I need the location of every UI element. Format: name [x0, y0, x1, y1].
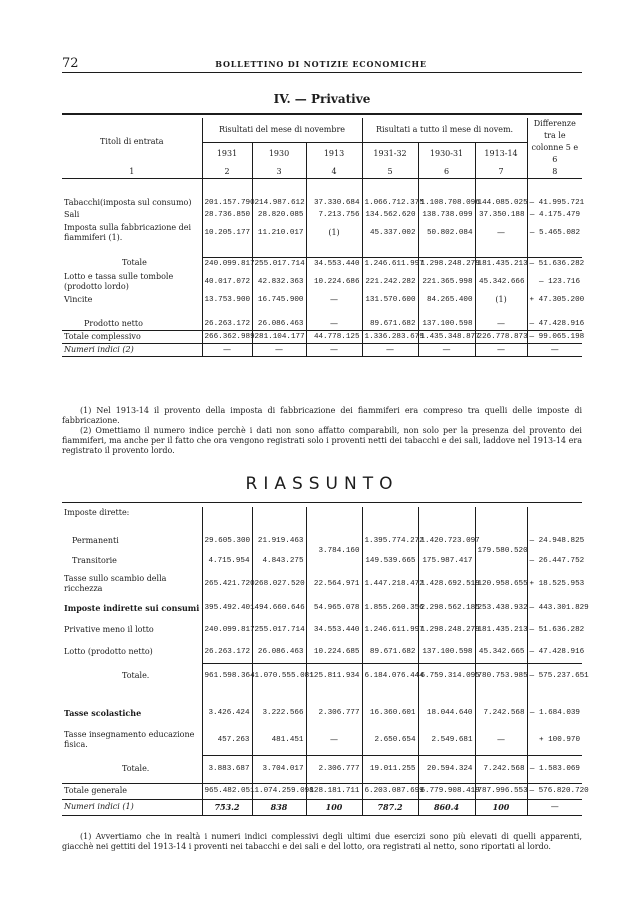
row-label: Vincite [64, 294, 93, 304]
row-label: Tasse insegnamento educazione fisica. [64, 730, 195, 749]
cell: 214.987.612 [252, 197, 306, 209]
cell: 1.428.692.519 [418, 571, 475, 597]
cell: 457.263 [202, 725, 252, 755]
cell: (1) [306, 221, 362, 245]
cell: 44.778.125 [306, 330, 362, 343]
cell: 134.562.620 [362, 209, 418, 221]
cell: 42.832.363 [252, 270, 306, 294]
cell: 45.342.666 [475, 270, 527, 294]
cell: — 41.995.721 [527, 197, 582, 209]
cell: 3.222.566 [252, 701, 306, 725]
cell: — 1.684.039 [527, 701, 582, 725]
row-label: Lotto e tassa sulle tombole (prodotto lordo) [64, 271, 174, 291]
cell: — [475, 221, 527, 245]
cell: 89.671.682 [362, 641, 418, 663]
cell: — [527, 799, 582, 815]
cell: 240.099.817 [202, 257, 252, 270]
cell: 45.342.665 [475, 641, 527, 663]
cell: 268.027.520 [252, 571, 306, 597]
col-number: 4 [306, 166, 362, 179]
cell: 481.451 [252, 725, 306, 755]
cell: 1.246.611.997 [362, 619, 418, 641]
cell: 860.4 [418, 799, 475, 815]
cell: 11.210.017 [252, 221, 306, 245]
cell: 45.337.002 [362, 221, 418, 245]
cell: + 100.970 [527, 725, 582, 755]
cell: — 443.301.829 [527, 597, 582, 619]
cell: — 1.583.069 [527, 755, 582, 783]
cell: 84.265.400 [418, 294, 475, 306]
table-row [62, 221, 582, 245]
footnote: (1) Avvertiamo che in realtà i numeri indici complessivi degli ultimi due esercizi sono più elevati di quelli apparenti, giacchè nei gettiti del 1913-14 i proventi nei tabacchi e dei sali e del lotto, ora registrati al netto, sono riportati al lordo. [62, 832, 582, 851]
cell: 6.203.087.699 [362, 783, 418, 799]
cell: 1.855.260.356 [362, 597, 418, 619]
cell: 26.263.172 [202, 318, 252, 331]
group-tutto-header: Risultati a tutto il mese di novem. [362, 118, 527, 142]
cell: 1.298.248.279 [418, 619, 475, 641]
cell: 13.753.900 [202, 294, 252, 306]
table-row [62, 571, 582, 597]
cell: 1.420.723.097 [418, 531, 475, 551]
year-header: 1930 [252, 142, 306, 166]
table-row [62, 641, 582, 663]
privative-table [62, 118, 585, 357]
cell: 10.205.177 [202, 221, 252, 245]
footnote: (1) Nel 1913-14 il provento della imposta di fabbricazione dei fiammiferi era compreso tra quelli delle imposte di fabbricazione. [62, 406, 582, 425]
table-row [62, 294, 582, 306]
page-number: 72 [62, 56, 79, 71]
cell: 29.605.300 [202, 531, 252, 551]
cell: 1.066.712.375 [362, 197, 418, 209]
cell: 21.919.463 [252, 531, 306, 551]
cell: 221.365.998 [418, 270, 475, 294]
riassunto-table [62, 507, 589, 816]
merged-1913-cell: 3.784.160 [306, 531, 362, 571]
cell: 26.086.463 [252, 318, 306, 331]
cell: 266.362.989 [202, 330, 252, 343]
group-nov-header: Risultati del mese di novembre [202, 118, 362, 142]
year-header: 1931-32 [362, 142, 418, 166]
riassunto-top-rule [62, 502, 582, 503]
row-label: Totale complessivo [62, 330, 202, 343]
cell: 3.704.017 [252, 755, 306, 783]
cell: — 24.948.825 [527, 531, 582, 551]
cell: + 18.525.953 [527, 571, 582, 597]
cell: — [202, 343, 252, 356]
table-row [62, 597, 582, 619]
cell: 1.108.708.096 [418, 197, 475, 209]
cell: 26.086.463 [252, 641, 306, 663]
cell: 26.263.172 [202, 641, 252, 663]
cell: — [252, 343, 306, 356]
cell: 1.070.555.081 [252, 663, 306, 689]
cell: 3.426.424 [202, 701, 252, 725]
footnote: (2) Omettiamo il numero indice perchè i dati non sono affatto comparabili, non solo per la presenza del provento dei fiammiferi, ma anche per il fatto che ora vengono registrati solo i proventi netti dei tabacchi e dei sali, laddove nel 1913-14 era registrato il provento lordo. [62, 426, 582, 455]
cell: 838 [252, 799, 306, 815]
cell: 22.564.971 [306, 571, 362, 597]
merged-1913-14-cell: 179.580.520 [475, 531, 527, 571]
cell: 201.157.790 [202, 197, 252, 209]
cell: 265.421.720 [202, 571, 252, 597]
row-label: Permanenti [72, 536, 119, 545]
cell: 137.100.598 [418, 318, 475, 331]
year-header: 1930-31 [418, 142, 475, 166]
cell: 37.330.684 [306, 197, 362, 209]
cell: — [418, 343, 475, 356]
table-row [62, 725, 582, 755]
cell: 19.011.255 [362, 755, 418, 783]
cell: 50.802.084 [418, 221, 475, 245]
col-number: 1 [62, 166, 202, 179]
cell: 89.671.682 [362, 318, 418, 331]
cell: 37.350.188 [475, 209, 527, 221]
col-number: 3 [252, 166, 306, 179]
cell: 181.435.213 [475, 257, 527, 270]
cell: 18.044.640 [418, 701, 475, 725]
cell: 7.242.568 [475, 755, 527, 783]
cell: (1) [475, 294, 527, 306]
row-label: Totale. [122, 763, 150, 773]
section-title: IV. — Privative [273, 92, 371, 106]
cell: — 51.636.282 [527, 257, 582, 270]
cell: — 47.428.916 [527, 641, 582, 663]
cell: 787.996.553 [475, 783, 527, 799]
cell: 16.360.601 [362, 701, 418, 725]
table-row [62, 755, 582, 783]
cell: 3.883.687 [202, 755, 252, 783]
group-diff-header: Differenze tra le colonne 5 e 6 [527, 118, 582, 166]
cell: — [306, 318, 362, 331]
cell: 138.738.099 [418, 209, 475, 221]
cell: 128.181.711 [306, 783, 362, 799]
cell: 753.2 [202, 799, 252, 815]
year-header: 1931 [202, 142, 252, 166]
cell: 780.753.985 [475, 663, 527, 689]
cell: 100 [306, 799, 362, 815]
cell: — 123.716 [527, 270, 582, 294]
cell: 10.224.686 [306, 270, 362, 294]
cell: 1.074.259.098 [252, 783, 306, 799]
cell: 6.779.908.419 [418, 783, 475, 799]
cell: 4.715.954 [202, 551, 252, 571]
row-label: Totale generale [62, 783, 202, 799]
col-number: 7 [475, 166, 527, 179]
cell: — [475, 318, 527, 331]
row-label: Prodotto netto [84, 318, 143, 328]
cell: — 5.465.082 [527, 221, 582, 245]
cell: 1.336.283.679 [362, 330, 418, 343]
cell: 1.298.248.279 [418, 257, 475, 270]
cell: 961.598.364 [202, 663, 252, 689]
col-number: 2 [202, 166, 252, 179]
cell: 16.745.900 [252, 294, 306, 306]
year-header: 1913-14 [475, 142, 527, 166]
cell: 2.549.681 [418, 725, 475, 755]
cell: 1.447.218.472 [362, 571, 418, 597]
cell: 494.660.646 [252, 597, 306, 619]
cell: 4.843.275 [252, 551, 306, 571]
row-label: Privative meno il lotto [64, 625, 154, 634]
cell: 253.438.932 [475, 597, 527, 619]
row-label: Numeri indici (1) [62, 799, 202, 815]
cell: 131.570.600 [362, 294, 418, 306]
cell: — 99.065.198 [527, 330, 582, 343]
row-label: Totale [122, 258, 147, 268]
cell: 125.811.934 [306, 663, 362, 689]
cell: 137.100.598 [418, 641, 475, 663]
cell: — [306, 294, 362, 306]
table-row [62, 197, 582, 209]
cell: — [527, 343, 582, 356]
cell: — [306, 343, 362, 356]
cell: 181.435.213 [475, 619, 527, 641]
cell: 7.242.568 [475, 701, 527, 725]
table-row [62, 343, 582, 356]
cell: 100 [475, 799, 527, 815]
table-row [62, 619, 582, 641]
row-label: Tasse sullo scambio della ricchezza [64, 574, 167, 593]
table-row [62, 799, 582, 815]
row-label: Tasse scolastiche [64, 708, 142, 718]
col-titoli-header: Titoli di entrata [100, 137, 164, 146]
cell: — [475, 343, 527, 356]
table-row [62, 531, 582, 551]
cell: 1.246.611.997 [362, 257, 418, 270]
cell: — [475, 725, 527, 755]
cell: 34.553.440 [306, 257, 362, 270]
table-row [62, 209, 582, 221]
cell: 787.2 [362, 799, 418, 815]
row-label: Totale. [122, 671, 150, 680]
row-label: Numeri indici (2) [62, 343, 202, 356]
cell: 2.306.777 [306, 755, 362, 783]
table-row [62, 663, 582, 689]
table-row [62, 783, 582, 799]
cell: 54.965.078 [306, 597, 362, 619]
cell: 28.736.850 [202, 209, 252, 221]
table-row [62, 318, 582, 331]
cell: 6.759.314.095 [418, 663, 475, 689]
cell: 144.085.025 [475, 197, 527, 209]
header-rule [62, 72, 582, 73]
cell: — 576.820.720 [527, 783, 582, 799]
cell: — 26.447.752 [527, 551, 582, 571]
row-label: Lotto (prodotto netto) [64, 647, 153, 656]
cell: 7.213.756 [306, 209, 362, 221]
cell: + 47.305.200 [527, 294, 582, 306]
cell: 2.298.562.185 [418, 597, 475, 619]
cell: — [362, 343, 418, 356]
cell: 240.099.817 [202, 619, 252, 641]
col-number: 8 [527, 166, 582, 179]
cell: 34.553.440 [306, 619, 362, 641]
running-title: BOLLETTINO DI NOTIZIE ECONOMICHE [215, 59, 427, 69]
cell: — 51.636.282 [527, 619, 582, 641]
cell: 221.242.282 [362, 270, 418, 294]
cell: 281.104.177 [252, 330, 306, 343]
cell: 2.306.777 [306, 701, 362, 725]
cell: 1.435.348.877 [418, 330, 475, 343]
table-row [62, 701, 582, 725]
col-number: 5 [362, 166, 418, 179]
cell: — 47.428.916 [527, 318, 582, 331]
table-row [62, 330, 582, 343]
cell: 226.778.873 [475, 330, 527, 343]
year-header: 1913 [306, 142, 362, 166]
row-label: Tabacchi(imposta sul consumo) [64, 197, 192, 207]
cell: 965.482.051 [202, 783, 252, 799]
riassunto-title: RIASSUNTO [245, 474, 399, 494]
cell: 20.594.324 [418, 755, 475, 783]
cell: 10.224.685 [306, 641, 362, 663]
cell: 2.650.654 [362, 725, 418, 755]
table-row [62, 270, 582, 294]
row-label: Transitorie [72, 556, 117, 565]
row-label: Imposte indirette sui consumi [64, 603, 200, 613]
cell: 6.184.076.444 [362, 663, 418, 689]
section-label: Imposte dirette: [64, 508, 130, 517]
cell: 1.395.774.272 [362, 531, 418, 551]
col-number: 6 [418, 166, 475, 179]
cell: 395.492.401 [202, 597, 252, 619]
cell: 149.539.665 [362, 551, 418, 571]
cell: 255.017.714 [252, 257, 306, 270]
cell: — 4.175.479 [527, 209, 582, 221]
cell: 255.017.714 [252, 619, 306, 641]
cell: 120.958.655 [475, 571, 527, 597]
cell: 28.820.085 [252, 209, 306, 221]
table-top-rule [62, 113, 582, 115]
cell: 40.017.072 [202, 270, 252, 294]
table-row [62, 257, 582, 270]
row-label: Sali [64, 209, 80, 219]
cell: — [306, 725, 362, 755]
cell: — 575.237.651 [527, 663, 582, 689]
cell: 175.987.417 [418, 551, 475, 571]
row-label: Imposta sulla fabbricazione dei fiammiferi (1). [64, 222, 192, 242]
